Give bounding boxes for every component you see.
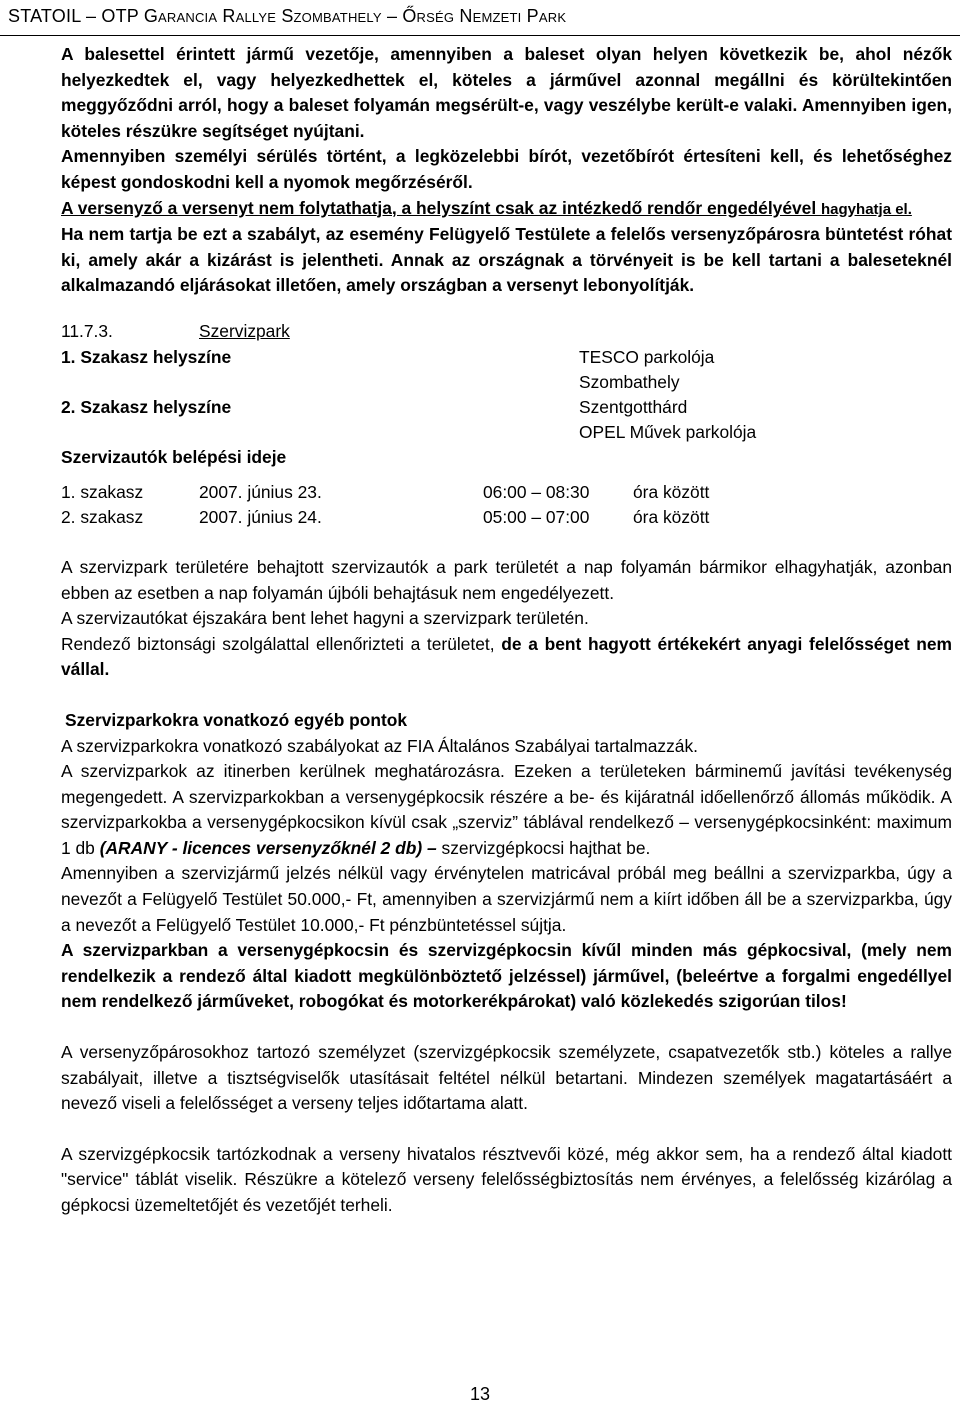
header-title: STATOIL – OTP Garancia Rallye Szombathely – Őrség Nemzeti Park: [8, 6, 567, 26]
injury-paragraph: Amennyiben személyi sérülés történt, a legközelebbi bírót, vezetőbírót értesíteni kell, és lehetőséghez képest gondoskodni kell a nyomok megőrzéséről.: [61, 146, 952, 192]
security-text: Rendező biztonsági szolgálattal ellenőrizteti a területet,: [61, 633, 502, 654]
spacer: [61, 530, 952, 555]
schedule-date: 2007. június 23.: [199, 481, 322, 502]
fine-paragraph: Amennyiben a szervizjármű jelzés nélkül vagy érvénytelen matricával próbál meg beállni a szervizparkba, úgy a nevezőt a Felügyelő Testület 50.000,- Ft, amennyiben a szervizjármű nem a kiírt időben áll be a szervizparkba, úgy a nevezőt a Felügyelő Testület 10.000,- Ft pénzbüntetéssel sújtja.: [61, 863, 952, 935]
section-heading: [61, 319, 952, 345]
schedule-row: [61, 480, 952, 505]
staff-paragraph: A versenyzőpárosokhoz tartozó személyzet (szervizgépkocsik személyzete, csapatvezetők stb.) köteles a rallye szabályait, illetve a tisztségviselők utasításait feltétel nélkül betartani. Mindezen személyek magatartásáért a nevező viseli a felelősséget a verseny teljes időtartama alatt.: [61, 1042, 952, 1114]
page-content: [61, 42, 952, 1219]
entry-time-label: Szervizautók belépési ideje: [61, 446, 287, 467]
stage2-row-2: [61, 420, 952, 445]
stage2-value-2: OPEL Művek parkolója: [579, 421, 757, 442]
fia-paragraph: A szervizparkokra vonatkozó szabályokat az FIA Általános Szabályai tartalmazzák.: [61, 735, 698, 756]
overnight-paragraph: A szervizautókat éjszakára bent lehet hagyni a szervizpark területén.: [61, 608, 589, 629]
police-paragraph: [61, 196, 952, 223]
page-number: 13: [469, 1384, 491, 1404]
police-text: A versenyző a versenyt nem folytathatja, a helyszínt csak az intézkedő rendőr engedélyével: [61, 197, 822, 218]
penalty-paragraph: Ha nem tartja be ezt a szabályt, az esemény Felügyelő Testülete a felelős versenyzőpárosra büntetést róhat ki, amely akár a kizárást is jelentheti. Annak az országnak a törvényeit is be kell tartani a baleseteknél alkalmazandó eljárásokat illetően, amely országban a versenyt lebonyolítják.: [61, 224, 952, 296]
stage2-row: [61, 395, 952, 420]
spacer: [61, 1015, 952, 1040]
other-points-title: Szervizparkokra vonatkozó egyéb pontok: [65, 709, 408, 730]
entry-time-row: [61, 445, 952, 470]
schedule-stage: 2. szakasz: [61, 506, 144, 527]
service-paragraph: A szervizgépkocsik tartózkodnak a verseny hivatalos résztvevői közé, még akkor sem, ha a rendező által kiadott "service" táblát viselik. Részükre a kötelező verseny felelősségbiztosítás nem érvényes, a felelősség kizárólag a gépkocsi üzemeltetőjét és vezetőjét terheli.: [61, 1143, 952, 1215]
spacer: [61, 1117, 952, 1142]
police-text-end: hagyhatja el.: [821, 200, 912, 218]
schedule-date: 2007. június 24.: [199, 506, 322, 527]
schedule-time: 05:00 – 07:00: [483, 506, 590, 527]
schedule-suffix: óra között: [633, 506, 710, 527]
schedule-suffix: óra között: [633, 481, 710, 502]
stage1-value-2: Szombathely: [579, 371, 680, 392]
schedule-stage: 1. szakasz: [61, 481, 144, 502]
itinerary-gold: (ARANY - licences versenyzőknél 2 db) –: [99, 837, 437, 858]
stage2-value-1: Szentgotthárd: [579, 396, 688, 417]
schedule-time: 06:00 – 08:30: [483, 481, 590, 502]
security-liability: de a bent hagyott értékekért anyagi felelősséget nem vállal.: [61, 633, 952, 680]
stage1-row-2: [61, 370, 952, 395]
forbidden-paragraph: A szervizparkban a versenygépkocsin és szervizgépkocsin kívűl minden más gépkocsival, (mely nem rendelkezik a rendező által kiadott megkülönböztető jelzéssel) járművel, (beleértve a forgalmi engedéllyel nem rendelkező járműveket, robogókat és motorkerékpárokat) való közlekedés szigorúan tilos!: [61, 940, 952, 1012]
section-title: Szervizpark: [199, 320, 290, 341]
stage1-row: [61, 345, 952, 370]
schedule-row: [61, 505, 952, 530]
itinerary-end: szervizgépkocsi hajthat be.: [436, 837, 651, 858]
itinerary-text: A szervizparkok az itinerben kerülnek meghatározásra. Ezeken a területeken bárminemű javítási tevékenység megengedett. A szervizparkokban a versenygépkocsik részére a be- és kijáratnál időellenőrző állomás működik. A szervizparkokba a versenygépkocsikon kívül csak „szerviz” táblával rendelkező – versenygépkocsinként: maximum 1 db: [61, 761, 952, 858]
stage2-label: 2. Szakasz helyszíne: [61, 396, 232, 417]
stage1-label: 1. Szakasz helyszíne: [61, 346, 232, 367]
running-header: [0, 0, 960, 36]
itinerary-paragraph: [61, 759, 952, 861]
security-paragraph: [61, 632, 952, 683]
stage1-value-1: TESCO parkolója: [579, 346, 715, 367]
section-number: 11.7.3.: [61, 320, 113, 341]
accident-paragraph: A balesettel érintett jármű vezetője, amennyiben a baleset olyan helyen következik be, ahol nézők helyezkedtek el, vagy helyezkedhettek el, köteles a járművel azonnal megállni és körültekintően meggyőződni arról, hogy a baleset folyamán megsérült-e, vagy veszélybe került-e valaki. Amennyiben igen, köteles részükre segítséget nyújtani.: [61, 44, 952, 141]
spacer: [61, 470, 952, 480]
leave-paragraph: A szervizpark területére behajtott szervizautók a park területét a nap folyamán bármikor elhagyhatják, azonban ebben az esetben a nap folyamán újbóli behajtásuk nem engedélyezett.: [61, 556, 952, 603]
spacer: [61, 683, 952, 708]
